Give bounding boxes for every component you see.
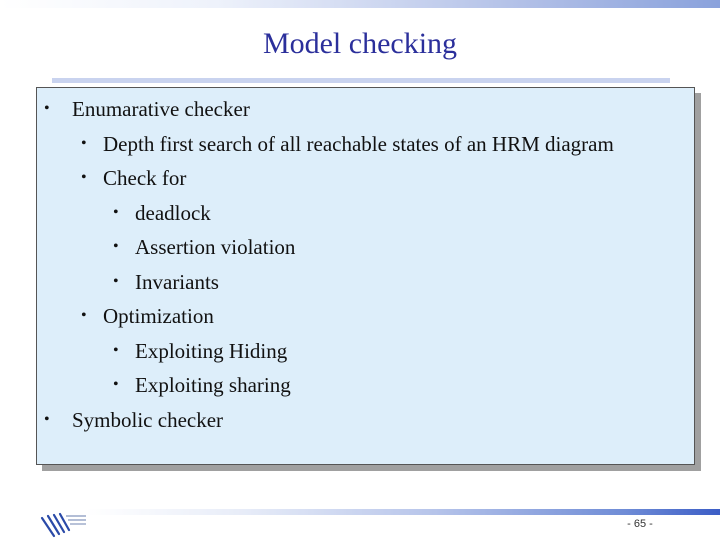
list-item: [37, 368, 614, 403]
bullet-dot-icon: •: [44, 410, 50, 428]
bullet-dot-icon: •: [81, 134, 87, 152]
list-item-text: Check for: [103, 166, 187, 190]
bullet-dot-icon: •: [113, 341, 119, 359]
bullet-dot-icon: •: [81, 169, 87, 186]
list-item-text: Enumarative checker: [72, 97, 250, 121]
header-gradient-bar: [0, 0, 720, 8]
footer-gradient-bar: [86, 509, 720, 515]
list-item-text: Exploiting sharing: [135, 373, 291, 397]
title-divider: [52, 78, 670, 83]
bullet-list: [37, 92, 614, 437]
page-number: - 65 -: [627, 518, 653, 530]
list-item: [37, 265, 614, 300]
content-box: [36, 87, 695, 465]
list-item-text: deadlock: [135, 200, 211, 225]
list-item-text: Assertion violation: [135, 235, 296, 259]
bullet-dot-icon: •: [81, 307, 87, 324]
bullet-dot-icon: •: [113, 238, 119, 255]
list-item-text: Exploiting Hiding: [135, 338, 288, 363]
university-logo-icon: [40, 512, 88, 538]
slide-title: Model checking: [262, 27, 458, 60]
list-item-text: Symbolic checker: [72, 407, 224, 432]
list-item: [37, 334, 614, 369]
list-item-text: Invariants: [135, 269, 219, 294]
list-item-text: Optimization: [103, 304, 214, 328]
bullet-dot-icon: •: [113, 376, 119, 393]
list-item: [37, 92, 614, 127]
bullet-dot-icon: •: [113, 272, 119, 290]
bullet-dot-icon: •: [113, 203, 119, 221]
list-item-text: Depth first search of all reachable states of an HRM diagram: [103, 131, 614, 156]
list-item: [37, 403, 614, 438]
list-item: [37, 161, 614, 196]
list-item: [37, 299, 614, 334]
bullet-dot-icon: •: [44, 100, 50, 117]
list-item: [37, 127, 614, 162]
list-item: [37, 230, 614, 265]
list-item: [37, 196, 614, 231]
